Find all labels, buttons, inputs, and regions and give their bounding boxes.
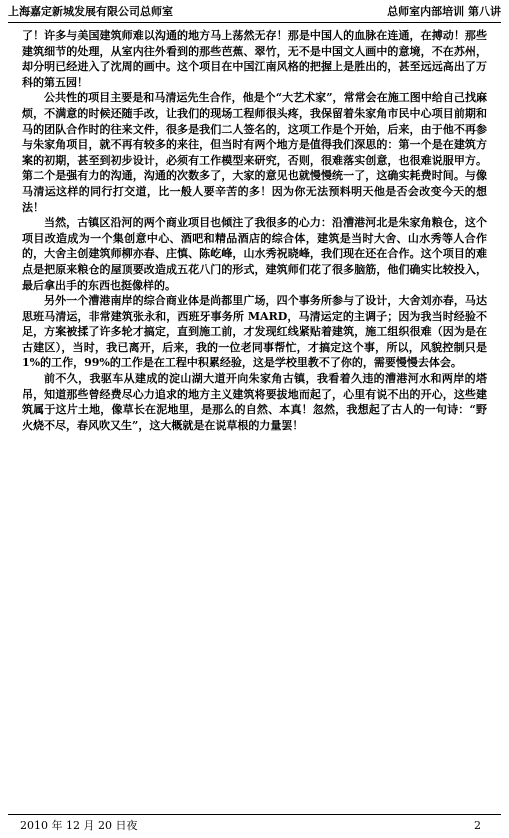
document-body [22,28,487,433]
paragraph-5: 前不久，我驱车从建成的淀山湖大道开向朱家角古镇，我看着久违的漕港河水和两岸的塔吊，知道那些曾经费尽心力追求的地方主义建筑将要拔地而起了，心里有说不出的开心，这些建筑属于这片土地，像草长在泥地里，是那么的自然、本真！忽然，我想起了古人的一句诗：“野火烧不尽，春风吹又生”，这大概就是在说草根的力量罢！ [22,372,487,432]
paragraph-3: 当然，古镇区沿河的两个商业项目也倾注了我很多的心力：沿漕港河北是朱家角粮仓，这个项目改造成为一个集创意中心、酒吧和精品酒店的综合体，建筑是当时大舍、山水秀等人合作的，大舍主创建筑师柳亦春、庄慎、陈屹峰，山水秀祝晓峰，我们现在还在合作。这个项目的难点是把原来粮仓的屋顶要改造成五花八门的形式，建筑师们花了很多脑筋，他们确实比较投入，最后拿出手的东西也挺像样的。 [22,216,487,292]
footer-date: 2010 年 12 月 20 日夜 [20,819,138,832]
page-footer [8,818,501,834]
page-header [8,4,501,20]
paragraph-1: 了！许多与美国建筑师难以沟通的地方马上荡然无存！那是中国人的血脉在连通，在搏动！那些建筑细节的处理，从室内往外看到的那些芭蕉、翠竹，无不是中国文人画中的意境，不在苏州，却分明已经进入了沈周的画中。这个项目在中国江南风格的把握上是胜出的，甚至远远高出了万科的第五园！ [22,29,487,89]
paragraph-4: 另外一个漕港南岸的综合商业体是尚都里广场，四个事务所参与了设计，大舍刘亦春，马达思班马清运，非常建筑张永和，西班牙事务所 MARD，马清运定的主调子；因为我当时经验不足，方案被揉了许多轮才搞定，直到施工前，才发现红线紧贴着建筑，施工组织很难（因为是在古建区），当时，我已离开，后来，我的一位老同事帮忙，才搞定这个事，所以，风貌控制只是 1%的工作，99%的工作是在工程中积累经验，这是学校里教不了你的，需要慢慢去体会。 [22,294,487,370]
header-lecture-title: 总师室内部培训 第八讲 [387,5,501,18]
page-number: 2 [474,819,481,832]
footer-divider [8,814,501,815]
paragraph-2: 公共性的项目主要是和马清运先生合作，他是个“大艺术家”，常常会在施工图中给自己找麻烦，不满意的时候还随手改，让我们的现场工程师很头疼，我保留着朱家角市民中心项目前期和马的团队合作时的往来文件，很多是我们二人签名的，这项工作是个开始，后来，由于他不再参与朱家角项目，就不再有较多的来往，但当时有两个地方是值得我们深思的：第一个是在建筑方案的初期，甚至到初步设计，必须有工作模型来研究，否则，很难落实创意，也很难说服甲方。第二个是强有力的沟通，沟通的次数多了，大家的意见也就慢慢统一了，这确实耗费时间。与像马清运这样的同行打交道，比一般人要辛苦的多！因为你无法预料明天他是否会改变今天的想法！ [22,91,487,214]
header-company-name: 上海嘉定新城发展有限公司总师室 [8,5,173,18]
header-divider [8,22,501,23]
